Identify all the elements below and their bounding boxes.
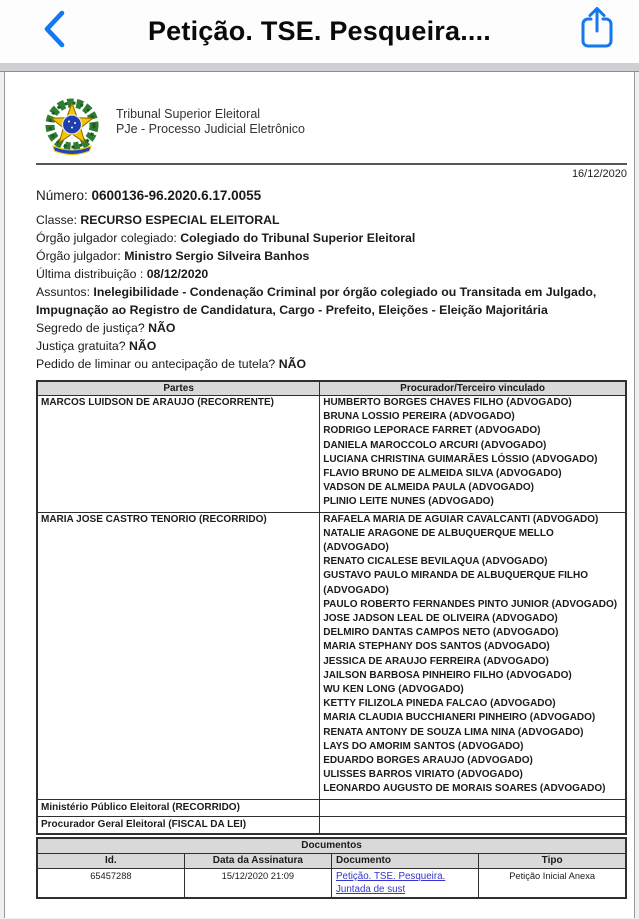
tse-coat-of-arms-logo bbox=[36, 96, 103, 163]
table-row bbox=[37, 799, 626, 816]
procurador-line: RODRIGO LEPORACE FARRET (ADVOGADO) bbox=[323, 425, 541, 437]
field-line bbox=[36, 229, 627, 247]
procurador-line: KETTY FILIZOLA PINEDA FALCAO (ADVOGADO) bbox=[323, 698, 556, 710]
partes-header: Partes bbox=[37, 381, 320, 396]
table-row bbox=[37, 512, 626, 799]
field-value: NÃO bbox=[128, 339, 157, 353]
field-value: Ministro Sergio Silveira Banhos bbox=[124, 249, 310, 263]
partes-table bbox=[36, 380, 627, 835]
field-line bbox=[36, 283, 627, 319]
case-fields bbox=[36, 211, 627, 373]
documentos-title: Documentos bbox=[37, 838, 626, 854]
document-header bbox=[36, 96, 627, 160]
documento-link[interactable]: Petição. TSE. Pesqueira. Juntada de sust bbox=[336, 871, 446, 896]
parte-cell: Ministério Público Eleitoral (RECORRIDO) bbox=[37, 799, 320, 816]
procurador-line: RENATO CICALESE BEVILAQUA (ADVOGADO) bbox=[323, 556, 548, 568]
field-value: Colegiado do Tribunal Superior Eleitoral bbox=[180, 231, 416, 245]
field-label: Justiça gratuita? bbox=[36, 339, 129, 353]
procurador-line: GUSTAVO PAULO MIRANDA DE ALBUQUERQUE FILHO (ADVOGADO) bbox=[323, 570, 589, 596]
nav-divider bbox=[0, 63, 639, 72]
col-header-tipo: Tipo bbox=[479, 854, 626, 869]
org-system: PJe - Processo Judicial Eletrônico bbox=[116, 122, 305, 136]
table-row bbox=[37, 816, 626, 834]
table-row bbox=[37, 396, 626, 513]
procurador-line: BRUNA LOSSIO PEREIRA (ADVOGADO) bbox=[323, 411, 515, 423]
procurador-line: EDUARDO BORGES ARAUJO (ADVOGADO) bbox=[323, 755, 533, 767]
field-line bbox=[36, 247, 627, 265]
procuradores-cell bbox=[320, 816, 626, 834]
col-header-documento: Documento bbox=[332, 854, 479, 869]
case-number-value: 0600136-96.2020.6.17.0055 bbox=[91, 188, 262, 203]
field-line bbox=[36, 355, 627, 373]
field-value: Inelegibilidade - Condenação Criminal por órgão colegiado ou Transitada em Julgado, Impugnação ao Registro de Candidatura, Cargo - Prefeito, Eleições - Eleição Majoritária bbox=[36, 285, 597, 317]
procuradores-cell bbox=[320, 512, 626, 799]
field-label: Classe: bbox=[36, 213, 81, 227]
procurador-line: VADSON DE ALMEIDA PAULA (ADVOGADO) bbox=[323, 482, 534, 494]
field-line bbox=[36, 211, 627, 229]
doc-date-cell: 15/12/2020 21:09 bbox=[184, 869, 331, 899]
field-line bbox=[36, 337, 627, 355]
procurador-line: PAULO ROBERTO FERNANDES PINTO JUNIOR (ADVOGADO) bbox=[323, 598, 618, 610]
procurador-line: RENATA ANTONY DE SOUZA LIMA NINA (ADVOGADO) bbox=[323, 726, 584, 738]
field-label: Pedido de liminar ou antecipação de tutela? bbox=[36, 357, 279, 371]
procuradores-cell bbox=[320, 396, 626, 513]
navigation-bar bbox=[0, 0, 639, 63]
procurador-line: LAYS DO AMORIM SANTOS (ADVOGADO) bbox=[323, 740, 524, 752]
case-number-line bbox=[36, 188, 627, 203]
org-name: Tribunal Superior Eleitoral bbox=[116, 107, 261, 121]
parte-cell: MARIA JOSE CASTRO TENORIO (RECORRIDO) bbox=[37, 512, 320, 799]
procurador-line: ULISSES BARROS VIRIATO (ADVOGADO) bbox=[323, 769, 523, 781]
field-value: RECURSO ESPECIAL ELEITORAL bbox=[80, 213, 280, 227]
procurador-line: WU KEN LONG (ADVOGADO) bbox=[323, 684, 464, 696]
procurador-header: Procurador/Terceiro vinculado bbox=[320, 381, 626, 396]
share-button[interactable] bbox=[577, 4, 617, 54]
field-value: NÃO bbox=[278, 357, 307, 371]
procurador-line: HUMBERTO BORGES CHAVES FILHO (ADVOGADO) bbox=[323, 397, 572, 408]
procurador-line: JESSICA DE ARAUJO FERREIRA (ADVOGADO) bbox=[323, 655, 549, 667]
field-value: 08/12/2020 bbox=[146, 267, 209, 281]
procurador-line: JOSE JADSON LEAL DE OLIVEIRA (ADVOGADO) bbox=[323, 613, 558, 625]
case-number-label: Número: bbox=[36, 188, 92, 203]
document-page bbox=[4, 72, 635, 918]
col-header-data-assinatura: Data da Assinatura bbox=[184, 854, 331, 869]
back-button[interactable] bbox=[38, 8, 72, 50]
document-date: 16/12/2020 bbox=[571, 168, 627, 180]
field-label: Última distribuição : bbox=[36, 267, 147, 281]
col-header-id: Id. bbox=[37, 854, 184, 869]
procurador-line: PLINIO LEITE NUNES (ADVOGADO) bbox=[323, 496, 494, 508]
procurador-line: LUCIANA CHRISTINA GUIMARÃES LÓSSIO (ADVOGADO) bbox=[323, 453, 598, 465]
field-line bbox=[36, 265, 627, 283]
doc-tipo-cell: Petição Inicial Anexa bbox=[479, 869, 626, 899]
field-label: Assuntos: bbox=[36, 285, 94, 299]
field-label: Órgão julgador: bbox=[36, 249, 125, 263]
doc-id-cell: 65457288 bbox=[37, 869, 184, 899]
chevron-left-icon bbox=[38, 38, 72, 53]
doc-name-cell bbox=[332, 869, 479, 899]
procurador-line: JAILSON BARBOSA PINHEIRO FILHO (ADVOGADO) bbox=[323, 669, 572, 681]
field-line bbox=[36, 319, 627, 337]
documentos-table bbox=[36, 837, 627, 899]
parte-cell: MARCOS LUIDSON DE ARAUJO (RECORRENTE) bbox=[37, 396, 320, 513]
procurador-line: FLAVIO BRUNO DE ALMEIDA SILVA (ADVOGADO) bbox=[323, 468, 562, 480]
parte-cell: Procurador Geral Eleitoral (FISCAL DA LEI) bbox=[37, 816, 320, 834]
field-value: NÃO bbox=[148, 321, 176, 335]
procuradores-cell bbox=[320, 799, 626, 816]
procurador-line: RAFAELA MARIA DE AGUIAR CAVALCANTI (ADVOGADO) bbox=[323, 513, 599, 525]
procurador-line: MARIA CLAUDIA BUCCHIANERI PINHEIRO (ADVOGADO) bbox=[323, 712, 596, 724]
procurador-line: DELMIRO DANTAS CAMPOS NETO (ADVOGADO) bbox=[323, 627, 559, 639]
procurador-line: MARIA STEPHANY DOS SANTOS (ADVOGADO) bbox=[323, 641, 550, 653]
header-rule bbox=[36, 163, 627, 165]
documento-row bbox=[37, 869, 626, 899]
procurador-line: LEONARDO AUGUSTO DE MORAIS SOARES (ADVOGADO) bbox=[323, 783, 606, 795]
field-label: Órgão julgador colegiado: bbox=[36, 231, 181, 245]
nav-title: Petição. TSE. Pesqueira.... bbox=[147, 16, 492, 46]
procurador-line: DANIELA MAROCCOLO ARCURI (ADVOGADO) bbox=[323, 439, 547, 451]
share-icon bbox=[577, 42, 617, 57]
field-label: Segredo de justiça? bbox=[36, 321, 149, 335]
procurador-line: NATALIE ARAGONE DE ALBUQUERQUE MELLO (ADVOGADO) bbox=[323, 527, 554, 554]
